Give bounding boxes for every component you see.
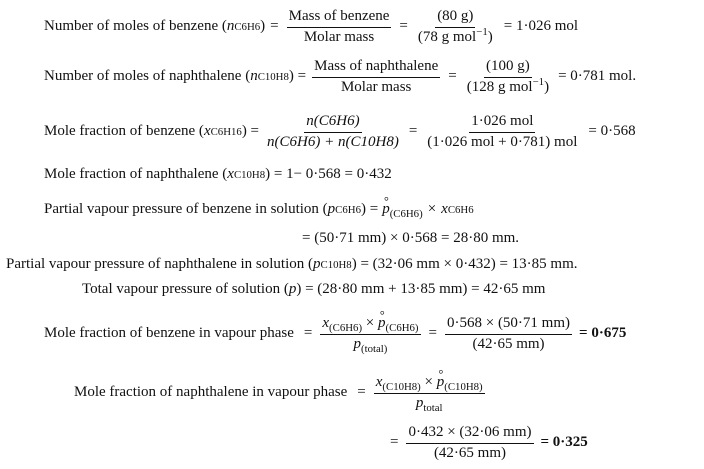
denominator: (128 g mol$^{-1}$)	[466, 75, 550, 95]
fraction-mass-over-molar	[312, 58, 440, 96]
symbol: x	[227, 166, 234, 183]
benzene-pressure-calc-line	[302, 228, 519, 250]
numerator: 1·026 mol	[469, 113, 535, 132]
benzene-partial-pressure-line: Partial vapour pressure of benzene in solution ( p C6H6 ) = ° $p_{(C6H6)}$ × x C6H6	[44, 198, 474, 222]
fraction-values	[465, 58, 551, 96]
fraction-values	[406, 424, 533, 462]
denominator: (42·65 mm)	[433, 444, 507, 461]
numerator: 0·568 × (50·71 mm)	[445, 315, 572, 334]
calculation: = (50·71 mm) × 0·568 = 28·80 mm.	[302, 230, 520, 247]
denominator: (1·026 mol + 0·781) mol	[427, 133, 578, 150]
label: Partial vapour pressure of naphthalene in solution (	[6, 256, 314, 273]
numerator: n(C6H6)	[304, 113, 361, 132]
denominator: Molar mass	[340, 78, 412, 95]
fraction-values	[425, 113, 579, 151]
symbol: n	[250, 68, 258, 85]
label: Mole fraction of naphthalene in vapour phase	[74, 384, 348, 401]
naphthalene-vapour-calc-line: = $\frac{0\cdot 432 \times (32\cdot 06 mm)}{(42\cdot 65 mm)}$ = 0·325	[390, 424, 588, 461]
label: Number of moles of naphthalene (	[44, 68, 251, 85]
benzene-mole-fraction-line: Mole fraction of benzene ( x C6H16 ) = $\frac{n(C6H6)}{n(C6H6) + n(C10H8)}$ = $\frac{\text{1·026 mol}}{\text{(1·026 mol + 0·781) mol}}$ = 0·568	[44, 113, 636, 150]
result: = 0·675	[579, 325, 627, 342]
total-pressure-line	[82, 279, 545, 301]
x-symbol: x	[441, 201, 448, 218]
fraction-values	[445, 315, 572, 353]
numerator: Mass of benzene	[287, 8, 392, 27]
symbol: x	[203, 123, 211, 140]
rest: ) = (28·80 mm + 13·85 mm) = 42·65 mm	[296, 281, 546, 298]
fraction-symbolic	[320, 315, 420, 353]
naphthalene-partial-pressure-line: Partial vapour pressure of naphthalene in solution ( p C10H8 ) = (32·06 mm × 0·432) = 13·85 mm.	[6, 256, 578, 273]
denominator: Molar mass	[303, 28, 375, 45]
result: = 0·568	[588, 123, 636, 140]
naphthalene-moles-line: Number of moles of naphthalene ( n C10H8 ) = $\frac{\text{Mass of naphthalene}}{\text{Molar mass}}$ = $\frac{(100 g)}{(128 g mol^{-1})}$ = 0·781 mol.	[44, 58, 637, 95]
p-zero-symbol: ° p	[382, 201, 390, 218]
symbol: n	[226, 18, 235, 35]
naphthalene-vapour-fraction-line: Mole fraction of naphthalene in vapour phase = $\frac{x_{(C10H8)} \times ^\circ p_{(C10H8)}}{p_{total}}$	[74, 368, 488, 418]
rest: ) = (32·06 mm × 0·432) = 13·85 mm.	[351, 256, 578, 273]
label: Total vapour pressure of solution (	[82, 281, 289, 298]
denominator: (42·65 mm)	[472, 335, 545, 352]
benzene-vapour-fraction-line: Mole fraction of benzene in vapour phase = $\frac{x_{(C6H6)} \times ^\circ p_{(C6H6)}}{p_{(total)}}$ = $\frac{0\cdot 568 \times (50\cdot 71 mm)}{(42\cdot 65 mm)}$ = 0·675	[44, 310, 626, 358]
label: Mole fraction of benzene (	[44, 123, 204, 140]
benzene-moles-line: Number of moles of benzene ( n C6H6 ) = $\frac{\text{Mass of benzene}}{\text{Molar mass}}$ = $\frac{(80 g)}{(78 g mol^{-1})}$ = 1·026 mol	[44, 8, 579, 45]
equals: ) =	[360, 201, 379, 218]
naphthalene-mole-fraction-line: Mole fraction of naphthalene ( x C10H8 ) = 1− 0·568 = 0·432	[44, 166, 392, 183]
denominator: $p_{(total)}$	[353, 335, 388, 355]
numerator: Mass of naphthalene	[312, 58, 440, 77]
close: ) =	[241, 123, 260, 140]
label: Mole fraction of benzene in vapour phase	[44, 325, 294, 342]
numerator: (100 g)	[484, 58, 532, 77]
symbol: p	[288, 281, 297, 298]
fraction-mass-over-molar	[287, 8, 392, 46]
result: = 0·325	[540, 434, 588, 451]
numerator: 0·432 × (32·06 mm)	[406, 424, 533, 443]
rest: ) = 1− 0·568 = 0·432	[265, 166, 392, 183]
numerator: (80 g)	[435, 8, 475, 27]
denominator: $p_{total}$	[415, 394, 443, 414]
denominator: (78 g mol$^{-1}$)	[417, 25, 493, 45]
close: ) =	[288, 68, 307, 85]
fraction-values	[416, 8, 495, 46]
numerator: $x_{(C10H8)}$ × ° $p_{(C10H8)}$	[374, 374, 485, 393]
symbol: p	[327, 201, 336, 218]
label: Number of moles of benzene (	[44, 18, 227, 35]
result: = 1·026 mol	[503, 18, 579, 35]
denominator: n(C6H6) + n(C10H8)	[267, 133, 399, 150]
fraction-symbolic	[265, 113, 401, 151]
symbol: p	[313, 256, 321, 273]
label: Partial vapour pressure of benzene in solution (	[44, 201, 328, 218]
fraction-symbolic	[374, 374, 485, 412]
numerator: $x_{(C6H6)}$ × ° $p_{(C6H6)}$	[320, 315, 420, 334]
label: Mole fraction of naphthalene (	[44, 166, 228, 183]
result: = 0·781 mol.	[558, 68, 637, 85]
close: )	[260, 18, 266, 35]
